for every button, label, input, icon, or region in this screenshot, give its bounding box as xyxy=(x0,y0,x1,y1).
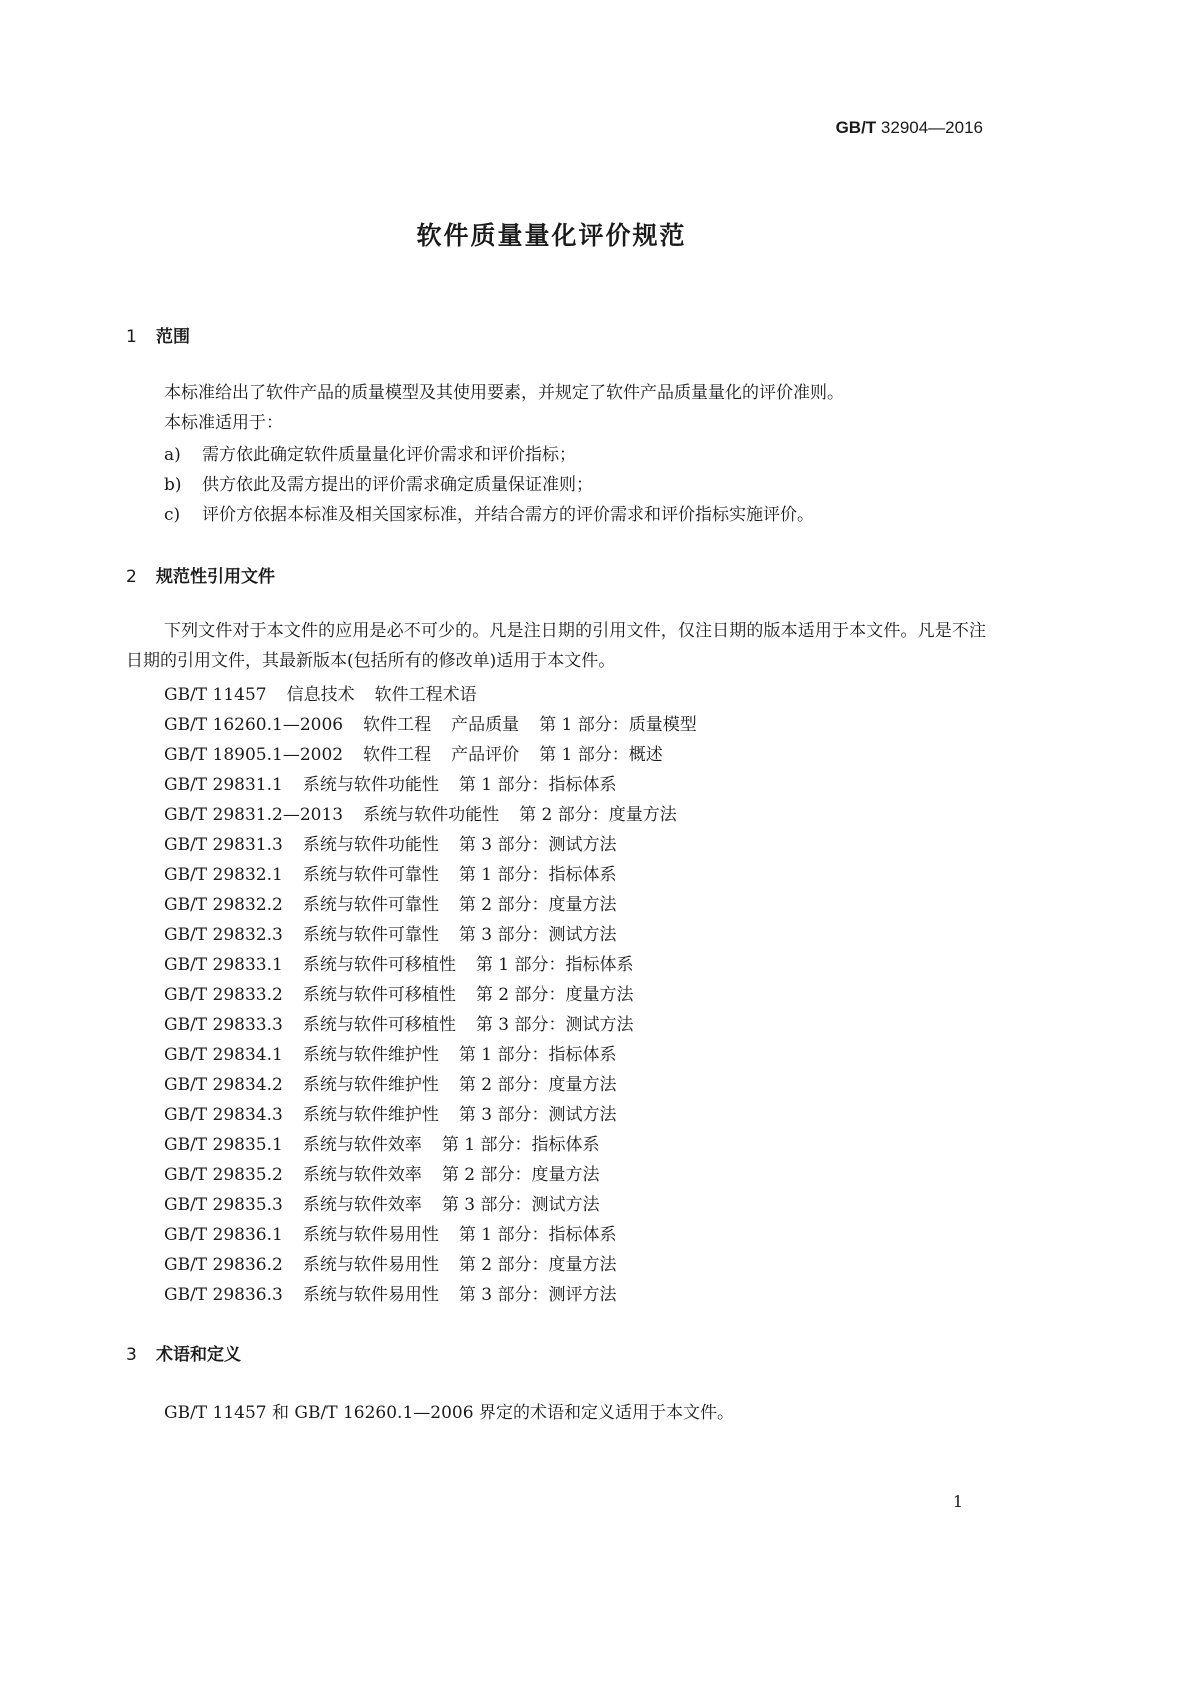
reference-item xyxy=(164,830,616,855)
reference-title-part: 第 3 部分：测评方法 xyxy=(458,1285,617,1305)
reference-item xyxy=(164,1040,616,1065)
reference-title-part: 第 2 部分：度量方法 xyxy=(458,895,617,915)
reference-code: GB/T 29835.3 xyxy=(164,1195,283,1215)
reference-title-part: 第 2 部分：度量方法 xyxy=(458,1255,617,1275)
reference-item xyxy=(164,1160,599,1185)
reference-title-part: 系统与软件可移植性 xyxy=(302,985,456,1005)
reference-title-part: 产品质量 xyxy=(451,715,520,735)
page-number: 1 xyxy=(952,1492,963,1511)
reference-item xyxy=(164,1250,616,1275)
reference-code: GB/T 29833.2 xyxy=(164,985,283,1005)
reference-code: GB/T 29831.1 xyxy=(164,775,283,795)
reference-title-part: 软件工程 xyxy=(363,745,432,765)
reference-item xyxy=(164,980,633,1005)
reference-title-part: 产品评价 xyxy=(451,745,520,765)
reference-title-part: 第 1 部分：指标体系 xyxy=(458,1045,617,1065)
list-item-c: c) 评价方依据本标准及相关国家标准，并结合需方的评价需求和评价指标实施评价。 xyxy=(164,505,814,525)
reference-item xyxy=(164,1220,616,1245)
document-title: 软件质量量化评价规范 xyxy=(416,221,687,250)
section-3-para: GB/T 11457 和 GB/T 16260.1—2006 界定的术语和定义适用于本文件。 xyxy=(164,1403,734,1423)
section-1-para-2: 本标准适用于： xyxy=(164,413,283,433)
reference-title-part: 系统与软件维护性 xyxy=(302,1105,439,1125)
reference-title-part: 第 3 部分：测试方法 xyxy=(475,1015,634,1035)
reference-title-part: 系统与软件易用性 xyxy=(302,1285,439,1305)
reference-title-part: 系统与软件可移植性 xyxy=(302,1015,456,1035)
reference-code: GB/T 29833.3 xyxy=(164,1015,283,1035)
reference-title-part: 系统与软件可靠性 xyxy=(302,925,439,945)
section-1-para-1: 本标准给出了软件产品的质量模型及其使用要素，并规定了软件产品质量量化的评价准则。 xyxy=(164,383,844,403)
list-item-a: a) 需方依此确定软件质量量化评价需求和评价指标； xyxy=(164,445,576,465)
reference-item xyxy=(164,1100,616,1125)
reference-title-part: 信息技术 xyxy=(286,685,355,705)
reference-title-part: 第 1 部分：概述 xyxy=(539,745,663,765)
reference-code: GB/T 16260.1—2006 xyxy=(164,715,344,735)
reference-code: GB/T 29835.1 xyxy=(164,1135,283,1155)
reference-title-part: 第 3 部分：测试方法 xyxy=(458,925,617,945)
reference-title-part: 系统与软件功能性 xyxy=(302,775,439,795)
reference-title-part: 第 3 部分：测试方法 xyxy=(458,835,617,855)
reference-title-part: 第 2 部分：度量方法 xyxy=(458,1075,617,1095)
reference-title-part: 系统与软件功能性 xyxy=(302,835,439,855)
reference-item xyxy=(164,890,616,915)
reference-title-part: 第 3 部分：测试方法 xyxy=(441,1195,600,1215)
reference-title-part: 系统与软件易用性 xyxy=(302,1255,439,1275)
reference-title-part: 第 3 部分：测试方法 xyxy=(458,1105,617,1125)
reference-code: GB/T 29832.3 xyxy=(164,925,283,945)
reference-code: GB/T 18905.1—2002 xyxy=(164,745,344,765)
reference-title-part: 系统与软件功能性 xyxy=(363,805,500,825)
standard-code: GB/T 32904—2016 xyxy=(835,118,983,137)
section-2-intro: 下列文件对于本文件的应用是必不可少的。凡是注日期的引用文件，仅注日期的版本适用于本文件。凡是不注日期的引用文件，其最新版本(包括所有的修改单)适用于本文件。 xyxy=(126,621,986,671)
reference-item xyxy=(164,680,477,705)
reference-code: GB/T 29831.2—2013 xyxy=(164,805,344,825)
reference-code: GB/T 29835.2 xyxy=(164,1165,283,1185)
reference-title-part: 系统与软件效率 xyxy=(302,1165,422,1185)
reference-title-part: 第 2 部分：度量方法 xyxy=(519,805,677,825)
reference-code: GB/T 29836.1 xyxy=(164,1225,283,1245)
reference-title-part: 系统与软件易用性 xyxy=(302,1225,439,1245)
reference-title-part: 系统与软件可靠性 xyxy=(302,865,439,885)
reference-title-part: 第 1 部分：指标体系 xyxy=(458,1225,617,1245)
reference-code: GB/T 29831.3 xyxy=(164,835,283,855)
reference-title-part: 第 1 部分：指标体系 xyxy=(441,1135,600,1155)
reference-title-part: 第 1 部分：指标体系 xyxy=(458,865,617,885)
reference-item xyxy=(164,860,616,885)
reference-item xyxy=(164,800,677,825)
reference-title-part: 第 1 部分：指标体系 xyxy=(458,775,617,795)
reference-title-part: 软件工程 xyxy=(363,715,432,735)
reference-code: GB/T 29832.1 xyxy=(164,865,283,885)
reference-code: GB/T 29836.3 xyxy=(164,1285,283,1305)
reference-title-part: 系统与软件效率 xyxy=(302,1195,422,1215)
reference-title-part: 第 2 部分：度量方法 xyxy=(475,985,634,1005)
reference-item xyxy=(164,1280,616,1305)
reference-code: GB/T 29834.3 xyxy=(164,1105,283,1125)
reference-code: GB/T 29834.1 xyxy=(164,1045,283,1065)
reference-item xyxy=(164,1010,633,1035)
reference-code: GB/T 29832.2 xyxy=(164,895,283,915)
reference-item xyxy=(164,770,616,795)
reference-item xyxy=(164,1130,599,1155)
reference-title-part: 软件工程术语 xyxy=(374,685,477,705)
section-3-heading: 3 术语和定义 xyxy=(126,1345,241,1365)
reference-title-part: 第 1 部分：质量模型 xyxy=(539,715,697,735)
reference-item xyxy=(164,710,697,735)
reference-title-part: 系统与软件维护性 xyxy=(302,1045,439,1065)
list-item-b: b) 供方依此及需方提出的评价需求确定质量保证准则； xyxy=(164,475,593,495)
reference-item xyxy=(164,920,616,945)
reference-code: GB/T 29833.1 xyxy=(164,955,283,975)
section-1-heading: 1 范围 xyxy=(126,327,190,347)
reference-item xyxy=(164,1190,599,1215)
reference-title-part: 第 1 部分：指标体系 xyxy=(475,955,634,975)
reference-code: GB/T 29836.2 xyxy=(164,1255,283,1275)
reference-title-part: 系统与软件效率 xyxy=(302,1135,422,1155)
reference-item xyxy=(164,950,633,975)
section-2-heading: 2 规范性引用文件 xyxy=(126,567,275,587)
reference-item xyxy=(164,1070,616,1095)
reference-title-part: 系统与软件可靠性 xyxy=(302,895,439,915)
reference-title-part: 系统与软件维护性 xyxy=(302,1075,439,1095)
reference-code: GB/T 29834.2 xyxy=(164,1075,283,1095)
reference-title-part: 第 2 部分：度量方法 xyxy=(441,1165,600,1185)
reference-code: GB/T 11457 xyxy=(164,685,267,705)
reference-item xyxy=(164,740,663,765)
reference-title-part: 系统与软件可移植性 xyxy=(302,955,456,975)
